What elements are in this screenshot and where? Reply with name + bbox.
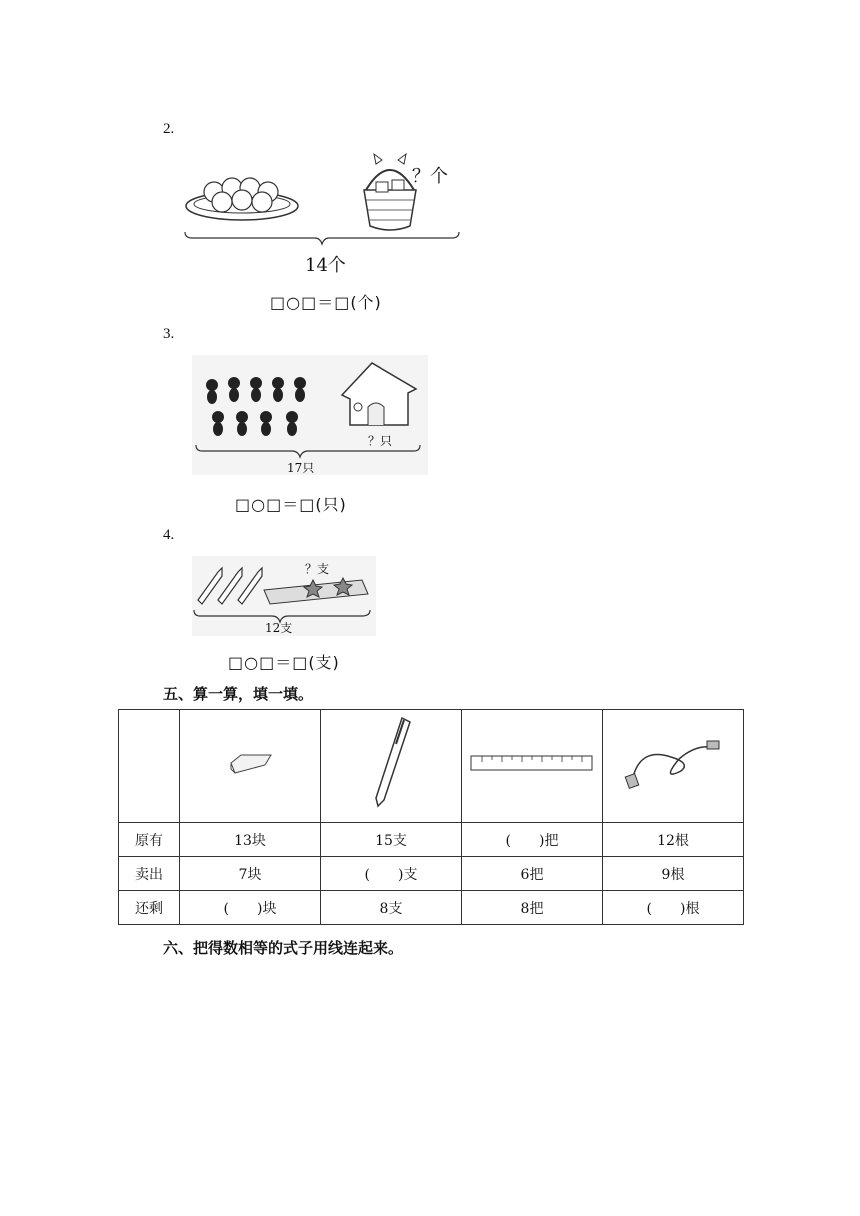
eraser-cell <box>180 710 321 823</box>
problem-number: 3. <box>163 326 175 342</box>
total-label: 12支 <box>265 621 293 635</box>
table-corner-cell <box>119 710 180 823</box>
row-label: 原有 <box>119 823 180 857</box>
answer-cell[interactable]: ( )根 <box>603 891 744 925</box>
pen-cell <box>321 710 462 823</box>
table-cell: 8支 <box>321 891 462 925</box>
table-cell: 6把 <box>462 857 603 891</box>
equation-blank[interactable]: □○□＝□(支) <box>228 653 340 672</box>
row-label: 卖出 <box>119 857 180 891</box>
ants-figure <box>192 355 428 475</box>
ruler-icon <box>470 754 594 774</box>
section-heading: 五、算一算，填一填。 <box>163 685 314 703</box>
table-cell: 12根 <box>603 823 744 857</box>
problem-number: 2. <box>163 121 175 137</box>
pen-icon <box>366 714 416 814</box>
equation-blank[interactable]: □○□＝□(只) <box>235 495 347 514</box>
jump-rope-icon <box>621 737 725 791</box>
equation-blank[interactable]: □○□＝□(个) <box>270 293 382 312</box>
ruler-cell <box>462 710 603 823</box>
answer-cell[interactable]: ( )把 <box>462 823 603 857</box>
unknown-label: ？个 <box>412 166 448 187</box>
eraser-icon <box>225 749 275 779</box>
table-cell: 9根 <box>603 857 744 891</box>
problem-number: 4. <box>163 527 175 543</box>
table-cell: 7块 <box>180 857 321 891</box>
unknown-label: ？支 <box>305 562 330 576</box>
section-heading: 六、把得数相等的式子用线连起来。 <box>163 939 404 957</box>
jump-rope-cell <box>603 710 744 823</box>
sales-table <box>118 709 744 925</box>
row-label: 还剩 <box>119 891 180 925</box>
unknown-label: ？只 <box>368 434 393 448</box>
total-label: 14个 <box>305 255 346 276</box>
table-cell: 13块 <box>180 823 321 857</box>
table-cell: 8把 <box>462 891 603 925</box>
table-cell: 15支 <box>321 823 462 857</box>
total-label: 17只 <box>287 461 315 475</box>
answer-cell[interactable]: ( )支 <box>321 857 462 891</box>
answer-cell[interactable]: ( )块 <box>180 891 321 925</box>
